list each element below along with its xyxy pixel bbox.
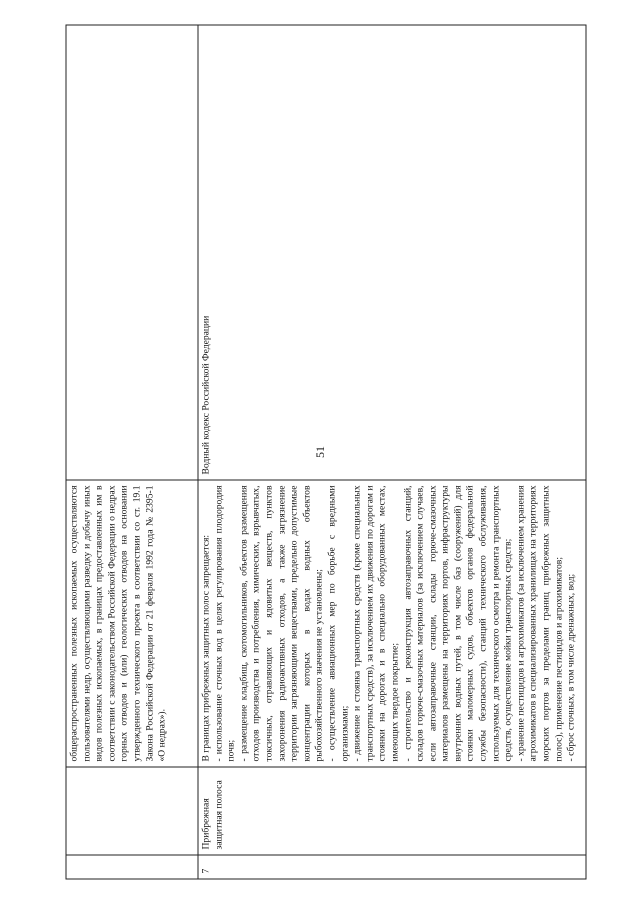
restriction-paragraph: В границах прибрежных защитных полос запрещается: [200, 534, 211, 762]
restriction-paragraph: - использование сточных вод в целях регулирования плодородия почв; [212, 485, 237, 762]
row-number-cell [66, 855, 198, 879]
restrictions-cell [66, 480, 198, 767]
restriction-paragraph: - размещение кладбищ, скотомогильников, объектов размещения отходов производства и потребления, химических, взрывчатых, токсичных, отравляющих и ядовитых веществ, пунктов захоронения радиоактивных отходов, а также загрязнение территории загрязняющими веществами, предельно допустимые концентрации которых в водах водных объектов рыбохозяйственного значения не установлены; [237, 485, 325, 762]
restriction-paragraph: - движение и стоянка транспортных средств (кроме специальных транспортных средств), за исключением их движения по дорогам и стоянки на дорогах и в специально оборудованных местах, имеющих твердое покрытие; [351, 485, 400, 762]
legal-source-cell: Водный кодекс Российской Федерации [198, 25, 586, 480]
restriction-paragraph: - хранение пестицидов и агрохимикатов (за исключением хранения агрохимикатов в специализированных хранилищах на территориях морских портов за пределами границ прибрежных защитных полос), применение пестицидов и агрохимикатов; [514, 485, 564, 762]
table-row [66, 25, 198, 879]
legal-source-cell [66, 25, 198, 480]
document-table [65, 25, 586, 880]
zone-name-cell [66, 767, 198, 855]
restriction-paragraph: - строительство и реконструкция автозаправочных станций, складов горюче-смазочных материалов (за исключением случаев, если автозаправочные станции, склады горюче-смазочных материалов размещены на территориях портов, инфраструктуры внутренних водных путей, в том числе баз (сооружений) для стоянки маломерных судов, объектов органов федеральной службы безопасности), станций технического обслуживания, используемых для технического осмотра и ремонта транспортных средств, осуществление мойки транспортных средств; [401, 485, 514, 762]
row-number-cell: 7 [198, 855, 586, 879]
restriction-paragraph: общераспространенных полезных ископаемых осуществляются пользователями недр, осуществляющими разведку и добычу иных видов полезных ископаемых, в границах предоставленных им в соответствии с законодательством Российской Федерации о недрах горных отводов и (или) геологических отводов на основании утвержденного технического проекта в соответствии со ст. 19.1 Закона Российской Федерации от 21 февраля 1992 года № 2395-1 «О недрах»). [68, 485, 168, 762]
restriction-paragraph: - сброс сточных, в том числе дренажных, вод; [565, 573, 577, 762]
document-table-container [65, 25, 585, 880]
restrictions-cell [198, 480, 586, 767]
restriction-paragraph: - осуществление авиационных мер по борьбе с вредными организмами; [325, 485, 350, 762]
page-number: 51 [313, 446, 327, 458]
table-row [198, 25, 586, 879]
zone-name-cell: Прибрежная защитная полоса [198, 767, 586, 855]
